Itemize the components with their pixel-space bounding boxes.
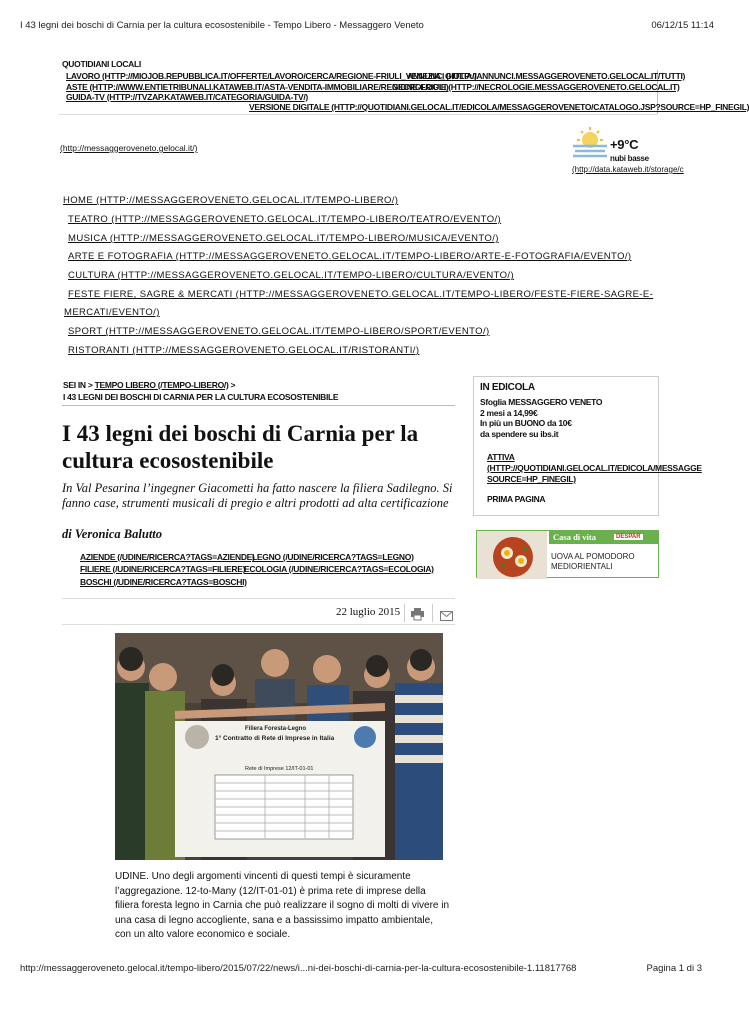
topnav-link-annunci[interactable]: ANNUNCI (HTTP://ANNUNCI.MESSAGGEROVENETO.GELOCAL.IT/TUTTI) xyxy=(407,71,686,81)
breadcrumb-suffix: > xyxy=(228,380,236,390)
weather-temp: +9°C xyxy=(610,137,639,152)
article-date: 22 luglio 2015 xyxy=(336,606,401,618)
ad-text-2: MEDIORIENTALI xyxy=(551,562,613,571)
footer-url: http://messaggeroveneto.gelocal.it/tempo-libero/2015/07/22/news/i...ni-dei-boschi-di-carnia-per-la-cultura-ecosostenibile-1.11817768 xyxy=(20,963,577,974)
logo-link[interactable]: (http://messaggeroveneto.gelocal.it/) xyxy=(60,143,198,153)
section-nav-home[interactable]: HOME (HTTP://MESSAGGEROVENETO.GELOCAL.IT/TEMPO-LIBERO/) xyxy=(63,195,399,206)
edicola-attiva-link-end[interactable]: SOURCE=HP_FINEGIL) xyxy=(487,474,576,484)
print-icon[interactable] xyxy=(411,607,424,625)
article-author: di Veronica Balutto xyxy=(62,527,163,541)
ad-text-1: UOVA AL POMODORO xyxy=(551,552,635,561)
weather-fog-icon xyxy=(571,126,609,160)
topnav-link-necrologie[interactable]: NECROLOGIE (HTTP://NECROLOGIE.MESSAGGEROVENETO.GELOCAL.IT) xyxy=(392,82,680,92)
board-line3: Rete di Imprese 12/IT-01-01 xyxy=(245,766,314,772)
section-nav-teatro[interactable]: TEATRO (HTTP://MESSAGGEROVENETO.GELOCAL.IT/TEMPO-LIBERO/TEATRO/EVENTO/) xyxy=(68,214,502,225)
edicola-line: Sfoglia MESSAGGERO VENETO xyxy=(480,397,603,407)
tag-aziende[interactable]: AZIENDE (/UDINE/RICERCA?TAGS=AZIENDE) xyxy=(80,552,255,562)
section-nav-musica[interactable]: MUSICA (HTTP://MESSAGGEROVENETO.GELOCAL.IT/TEMPO-LIBERO/MUSICA/EVENTO/) xyxy=(68,233,499,244)
edicola-attiva-link[interactable]: (HTTP://QUOTIDIANI.GELOCAL.IT/EDICOLA/MESSAGGE xyxy=(487,463,702,473)
topnav-link-guida-tv[interactable]: GUIDA-TV (HTTP://TVZAP.KATAWEB.IT/CATEGORIA/GUIDA-TV/) xyxy=(66,92,308,102)
ad-banner[interactable] xyxy=(476,530,659,578)
pdf-page-title: I 43 legni dei boschi di Carnia per la cultura ecosostenibile - Tempo Libero - Messaggero Veneto xyxy=(20,20,424,31)
prima-pagina[interactable]: PRIMA PAGINA xyxy=(487,494,546,504)
edicola-line: da spendere su ibs.it xyxy=(480,429,559,439)
ad-despar-logo: DESPAR xyxy=(616,534,641,540)
section-nav-arte[interactable]: ARTE E FOTOGRAFIA (HTTP://MESSAGGEROVENETO.GELOCAL.IT/TEMPO-LIBERO/ARTE-E-FOTOGRAFIA/EVENTO/) xyxy=(68,251,632,262)
topnav-link-aste[interactable]: ASTE (HTTP://WWW.ENTIETRIBUNALI.KATAWEB.IT/ASTA-VENDITA-IMMOBILIARE/REGIONE-FRIULI) xyxy=(66,82,449,92)
board-line1: Filiera Foresta-Legno xyxy=(245,726,307,732)
section-nav-sport[interactable]: SPORT (HTTP://MESSAGGEROVENETO.GELOCAL.IT/TEMPO-LIBERO/SPORT/EVENTO/) xyxy=(68,326,490,337)
weather-link[interactable]: (http://data.kataweb.it/storage/c xyxy=(572,165,684,174)
breadcrumb-divider xyxy=(62,405,455,406)
section-nav-feste-cont[interactable]: MERCATI/EVENTO/) xyxy=(64,307,160,318)
tags-divider xyxy=(62,598,455,599)
pdf-datetime: 06/12/15 11:14 xyxy=(651,20,714,31)
section-nav-ristoranti[interactable]: RISTORANTI (HTTP://MESSAGGEROVENETO.GELOCAL.IT/RISTORANTI/) xyxy=(68,345,420,356)
breadcrumb xyxy=(63,380,235,390)
footer-page-number: Pagina 1 di 3 xyxy=(646,963,702,974)
ad-food-image xyxy=(477,531,547,579)
topnav-link-lavoro[interactable]: LAVORO (HTTP://MIOJOB.REPUBBLICA.IT/OFFERTE/LAVORO/CERCA/REGIONE-FRIULI_VENEZIA_GIULIA/) xyxy=(66,71,477,81)
tag-filiere[interactable]: FILIERE (/UDINE/RICERCA?TAGS=FILIERE) xyxy=(80,564,246,574)
board-line2: 1° Contratto di Rete di Imprese in Italia xyxy=(215,735,335,742)
section-nav-cultura[interactable]: CULTURA (HTTP://MESSAGGEROVENETO.GELOCAL.IT/TEMPO-LIBERO/CULTURA/EVENTO/) xyxy=(68,270,515,281)
edicola-line: 2 mesi a 14,99€ xyxy=(480,408,538,418)
tag-ecologia[interactable]: ECOLOGIA (/UDINE/RICERCA?TAGS=ECOLOGIA) xyxy=(244,564,434,574)
article-photo xyxy=(115,633,443,860)
edicola-attiva-link-wrap xyxy=(487,463,702,473)
edicola-line: In più un BUONO da 10€ xyxy=(480,418,572,428)
topnav-divider xyxy=(59,114,657,115)
breadcrumb-prefix: SEI IN > xyxy=(63,380,95,390)
date-divider xyxy=(62,624,455,625)
tag-boschi[interactable]: BOSCHI (/UDINE/RICERCA?TAGS=BOSCHI) xyxy=(80,577,247,587)
tools-divider xyxy=(432,604,433,622)
edicola-attiva[interactable]: ATTIVA xyxy=(487,452,515,462)
tag-legno[interactable]: LEGNO (/UDINE/RICERCA?TAGS=LEGNO) xyxy=(252,552,414,562)
tools-divider xyxy=(404,604,405,622)
ad-brand: Casa di vita xyxy=(553,532,596,542)
section-nav-feste[interactable]: FESTE FIERE, SAGRE & MERCATI (HTTP://MESSAGGEROVENETO.GELOCAL.IT/TEMPO-LIBERO/FESTE-FIERE-SAGRE-E- xyxy=(68,289,654,300)
topnav-link-versione-digitale[interactable]: VERSIONE DIGITALE (HTTP://QUOTIDIANI.GELOCAL.IT/EDICOLA/MESSAGGEROVENETO/CATALOGO.JSP?SOURCE=HP_FINEGIL) xyxy=(249,102,749,112)
article-subtitle: In Val Pesarina l’ingegner Giacometti ha fatto nascere la filiera Sadilegno. Si fanno case, strumenti musicali di pregio e altri prodotti ad alta certificazione xyxy=(62,481,453,510)
weather-desc: nubi basse xyxy=(610,154,649,163)
article-title: I 43 legni dei boschi di Carnia per la cultura ecosostenibile xyxy=(62,421,419,473)
photo-caption: UDINE. Uno degli argomenti vincenti di questi tempi è sicuramente l’aggregazione. 12-to-Many (12/IT-01-01) è prima rete di imprese della filiera foresta legno in Carnia che può realizzare il sogno di molti di vivere in una casa di legno accogliente, sana e a bassissimo impatto ambientale, con un alto valore economico e sociale. xyxy=(115,871,450,940)
breadcrumb-link[interactable]: TEMPO LIBERO (/TEMPO-LIBERO/) xyxy=(94,380,229,390)
edicola-heading: IN EDICOLA xyxy=(480,382,535,393)
breadcrumb-current: I 43 LEGNI DEI BOSCHI DI CARNIA PER LA CULTURA ECOSOSTENIBILE xyxy=(63,392,339,402)
topnav-heading: QUOTIDIANI LOCALI xyxy=(62,59,141,69)
